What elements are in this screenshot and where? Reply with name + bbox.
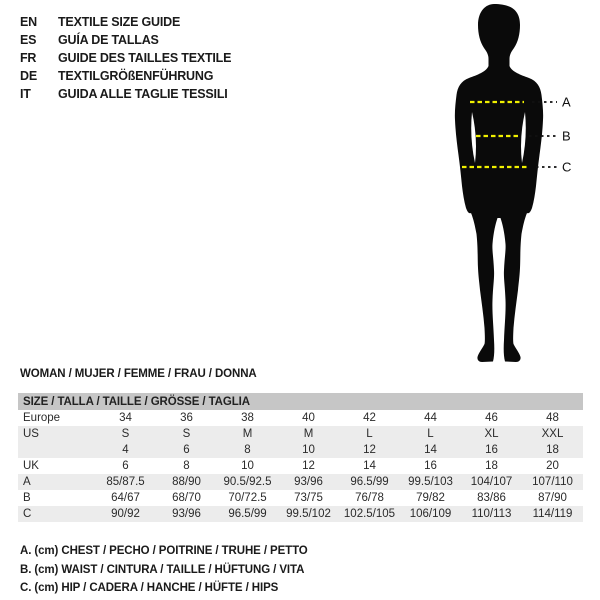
table-cell: 18 [546, 444, 559, 456]
table-row-label: B [23, 492, 31, 504]
table-cell: 88/90 [172, 476, 201, 488]
table-cell: S [182, 428, 191, 440]
table-cell: 68/70 [172, 492, 201, 504]
measurement-label-c: C [562, 159, 572, 175]
table-row-label: Europe [23, 412, 61, 424]
table-cell: 36 [180, 412, 193, 424]
table-cell: 90/92 [111, 508, 140, 520]
table-row [18, 426, 583, 442]
table-row [18, 474, 583, 490]
language-code: FR [20, 51, 37, 65]
language-code: EN [20, 15, 37, 29]
table-cell: 10 [241, 460, 254, 472]
table-cell: 73/75 [294, 492, 323, 504]
section-heading: WOMAN / MUJER / FEMME / FRAU / DONNA [20, 368, 257, 380]
table-cell: L [427, 428, 434, 440]
table-row-label: US [23, 428, 39, 440]
table-row [18, 458, 583, 474]
table-cell: 38 [241, 412, 254, 424]
language-label: GUÍA DE TALLAS [58, 33, 159, 47]
size-table [18, 393, 583, 522]
language-code: IT [20, 87, 31, 101]
woman-silhouette-figure [428, 0, 600, 380]
table-cell: 34 [119, 412, 132, 424]
language-row [20, 85, 231, 103]
table-row [18, 490, 583, 506]
language-code: DE [20, 69, 37, 83]
table-cell: XL [484, 428, 499, 440]
table-cell: 102.5/105 [343, 508, 396, 520]
legend-line: C. (cm) HIP / CADERA / HANCHE / HÜFTE / HIPS [20, 582, 279, 595]
table-cell: 6 [183, 444, 190, 456]
table-row-label: C [23, 508, 32, 520]
table-row [18, 442, 583, 458]
language-row [20, 31, 231, 49]
language-label: TEXTILE SIZE GUIDE [58, 15, 181, 29]
table-cell: 99.5/102 [286, 508, 331, 520]
table-cell: 16 [424, 460, 437, 472]
table-row-label: A [23, 476, 31, 488]
table-cell: 64/67 [111, 492, 140, 504]
table-cell: 83/86 [477, 492, 506, 504]
table-cell: 12 [302, 460, 315, 472]
legend-line: A. (cm) CHEST / PECHO / POITRINE / TRUHE / PETTO [20, 545, 308, 558]
table-cell: L [366, 428, 373, 440]
table-cell: 107/110 [532, 476, 573, 488]
table-cell: 93/96 [172, 508, 201, 520]
language-code: ES [20, 33, 37, 47]
language-row [20, 67, 231, 85]
table-cell: 110/113 [471, 508, 512, 520]
table-cell: S [121, 428, 130, 440]
table-cell: 87/90 [538, 492, 567, 504]
table-row [18, 410, 583, 426]
woman-silhouette [455, 4, 543, 362]
table-cell: 12 [363, 444, 376, 456]
table-cell: 76/78 [355, 492, 384, 504]
legend-line: B. (cm) WAIST / CINTURA / TAILLE / HÜFTUNG / VITA [20, 563, 305, 576]
table-cell: 99.5/103 [408, 476, 453, 488]
size-table-header: SIZE / TALLA / TAILLE / GRÖSSE / TAGLIA [18, 393, 583, 410]
table-cell: 44 [424, 412, 437, 424]
table-cell: 96.5/99 [228, 508, 267, 520]
table-cell: 4 [122, 444, 129, 456]
size-table-body [18, 410, 583, 522]
table-cell: 85/87.5 [106, 476, 145, 488]
table-cell: 18 [485, 460, 498, 472]
table-row [18, 506, 583, 522]
table-cell: 20 [546, 460, 559, 472]
language-row [20, 49, 231, 67]
language-row [20, 13, 231, 31]
language-list [20, 13, 231, 103]
table-cell: 48 [546, 412, 559, 424]
table-cell: 70/72.5 [228, 492, 267, 504]
language-label: TEXTILGRÖßENFÜHRUNG [58, 69, 214, 83]
table-cell: 42 [363, 412, 376, 424]
table-cell: 16 [485, 444, 498, 456]
table-cell: 8 [244, 444, 251, 456]
table-cell: 96.5/99 [350, 476, 389, 488]
table-cell: 14 [363, 460, 376, 472]
table-cell: M [242, 428, 253, 440]
table-cell: 46 [485, 412, 498, 424]
language-label: GUIDE DES TAILLES TEXTILE [58, 51, 232, 65]
table-cell: 40 [302, 412, 315, 424]
table-cell: 106/109 [409, 508, 452, 520]
table-cell: 8 [183, 460, 190, 472]
table-cell: XXL [541, 428, 564, 440]
legend [20, 542, 308, 598]
table-cell: 14 [424, 444, 437, 456]
table-cell: 10 [302, 444, 315, 456]
table-cell: M [303, 428, 314, 440]
measurement-label-a: A [562, 94, 571, 110]
table-cell: 6 [122, 460, 129, 472]
table-cell: 79/82 [416, 492, 445, 504]
measurement-label-b: B [562, 128, 571, 144]
table-cell: 104/107 [470, 476, 513, 488]
language-label: GUIDA ALLE TAGLIE TESSILI [58, 87, 228, 101]
table-row-label: UK [23, 460, 39, 472]
table-cell: 90.5/92.5 [223, 476, 272, 488]
table-cell: 114/119 [532, 508, 573, 520]
table-cell: 93/96 [294, 476, 323, 488]
